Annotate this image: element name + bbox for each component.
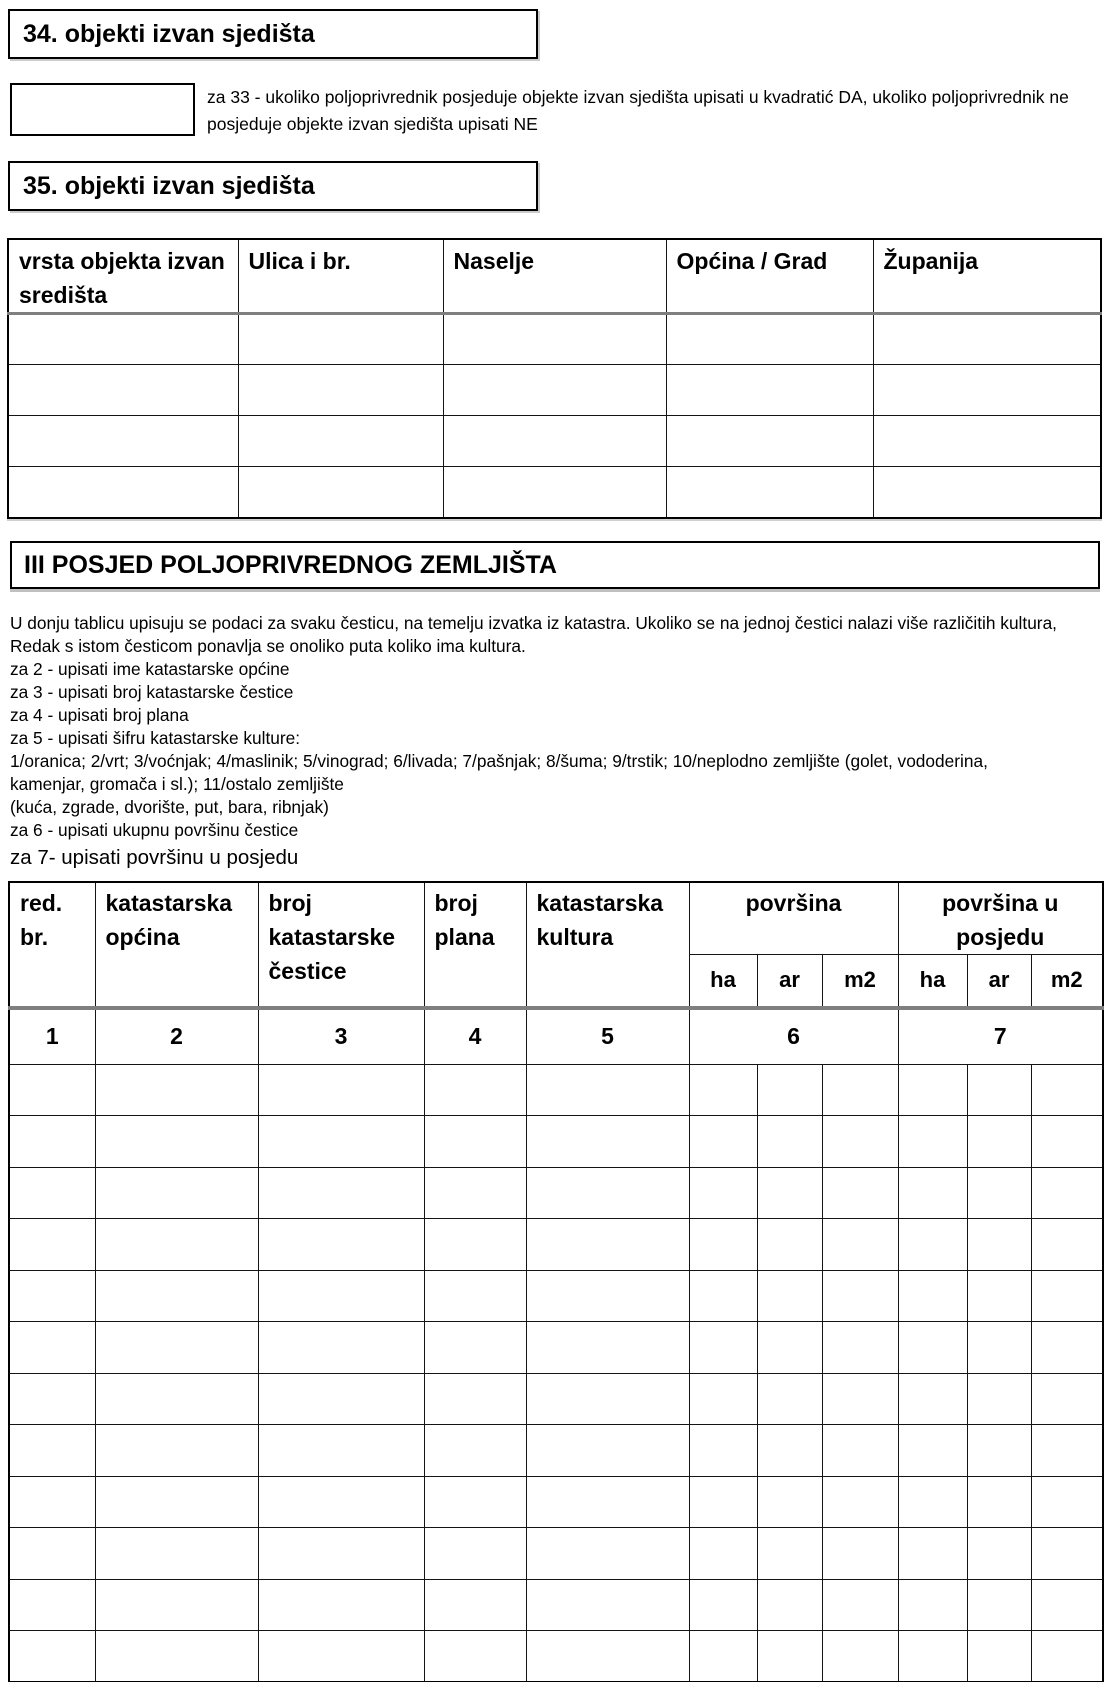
empty-cell bbox=[967, 1322, 1031, 1374]
parcels-header-broj-cestice: broj katastarske čestice bbox=[258, 882, 424, 1008]
empty-row bbox=[9, 1631, 1103, 1682]
empty-cell bbox=[822, 1425, 898, 1477]
empty-cell bbox=[967, 1631, 1031, 1682]
empty-cell bbox=[689, 1064, 757, 1116]
empty-row bbox=[9, 1373, 1103, 1425]
empty-cell bbox=[757, 1631, 822, 1682]
empty-cell bbox=[526, 1528, 689, 1580]
empty-cell bbox=[526, 1219, 689, 1271]
empty-cell bbox=[689, 1167, 757, 1219]
empty-cell bbox=[443, 467, 666, 518]
objects-header-ulica: Ulica i br. bbox=[238, 239, 443, 314]
empty-cell bbox=[95, 1528, 258, 1580]
empty-cell bbox=[9, 1219, 95, 1271]
empty-cell bbox=[757, 1528, 822, 1580]
empty-cell bbox=[9, 1579, 95, 1631]
empty-row bbox=[9, 1476, 1103, 1528]
empty-cell bbox=[898, 1373, 967, 1425]
empty-cell bbox=[258, 1631, 424, 1682]
empty-row bbox=[9, 1064, 1103, 1116]
instruction-line: za 4 - upisati broj plana bbox=[10, 705, 189, 725]
empty-cell bbox=[898, 1116, 967, 1168]
column-number-cell: 3 bbox=[258, 1008, 424, 1065]
empty-cell bbox=[822, 1219, 898, 1271]
empty-cell bbox=[967, 1270, 1031, 1322]
empty-cell bbox=[689, 1116, 757, 1168]
empty-cell bbox=[258, 1167, 424, 1219]
empty-cell bbox=[757, 1373, 822, 1425]
empty-cell bbox=[873, 467, 1101, 518]
instruction-line: U donju tablicu upisuju se podaci za svaku česticu, na temelju izvatka iz katastra. Ukoliko se na jednoj čestici nalazi više različitih kultura, bbox=[10, 613, 1057, 633]
empty-cell bbox=[666, 314, 873, 365]
empty-cell bbox=[822, 1116, 898, 1168]
empty-cell bbox=[898, 1476, 967, 1528]
empty-cell bbox=[238, 314, 443, 365]
empty-cell bbox=[689, 1425, 757, 1477]
empty-row bbox=[8, 365, 1101, 416]
unit-ha: ha bbox=[898, 955, 967, 1008]
empty-cell bbox=[424, 1425, 526, 1477]
empty-cell bbox=[822, 1476, 898, 1528]
empty-cell bbox=[238, 416, 443, 467]
empty-cell bbox=[443, 416, 666, 467]
empty-row bbox=[9, 1322, 1103, 1374]
empty-cell bbox=[526, 1322, 689, 1374]
empty-cell bbox=[424, 1270, 526, 1322]
section-34-title-box bbox=[8, 9, 538, 59]
unit-ar: ar bbox=[757, 955, 822, 1008]
empty-row bbox=[9, 1270, 1103, 1322]
empty-cell bbox=[822, 1579, 898, 1631]
empty-cell bbox=[757, 1219, 822, 1271]
empty-cell bbox=[967, 1167, 1031, 1219]
empty-cell bbox=[1031, 1476, 1103, 1528]
empty-cell bbox=[666, 365, 873, 416]
empty-cell bbox=[9, 1064, 95, 1116]
empty-cell bbox=[424, 1528, 526, 1580]
section-35-title-box bbox=[8, 161, 538, 211]
empty-cell bbox=[424, 1373, 526, 1425]
empty-cell bbox=[967, 1064, 1031, 1116]
empty-cell bbox=[967, 1579, 1031, 1631]
empty-cell bbox=[1031, 1322, 1103, 1374]
empty-cell bbox=[898, 1425, 967, 1477]
empty-cell bbox=[822, 1270, 898, 1322]
empty-cell bbox=[1031, 1167, 1103, 1219]
column-number-cell: 2 bbox=[95, 1008, 258, 1065]
empty-cell bbox=[526, 1116, 689, 1168]
objects-header-zupanija: Županija bbox=[873, 239, 1101, 314]
empty-cell bbox=[967, 1425, 1031, 1477]
parcels-header-broj-plana: broj plana bbox=[424, 882, 526, 1008]
empty-cell bbox=[689, 1322, 757, 1374]
empty-cell bbox=[526, 1476, 689, 1528]
unit-m2: m2 bbox=[822, 955, 898, 1008]
note-33 bbox=[207, 84, 1069, 138]
empty-cell bbox=[873, 365, 1101, 416]
empty-cell bbox=[9, 1476, 95, 1528]
empty-cell bbox=[666, 467, 873, 518]
empty-cell bbox=[258, 1270, 424, 1322]
empty-cell bbox=[9, 1528, 95, 1580]
empty-cell bbox=[238, 467, 443, 518]
empty-cell bbox=[898, 1528, 967, 1580]
section-iii-title-box bbox=[10, 541, 1100, 589]
empty-row bbox=[9, 1167, 1103, 1219]
objects-header-opcina: Općina / Grad bbox=[666, 239, 873, 314]
empty-cell bbox=[95, 1631, 258, 1682]
empty-cell bbox=[258, 1425, 424, 1477]
empty-cell bbox=[424, 1219, 526, 1271]
empty-cell bbox=[258, 1064, 424, 1116]
empty-row bbox=[9, 1116, 1103, 1168]
empty-cell bbox=[822, 1528, 898, 1580]
note-33-line-2: posjeduje objekte izvan sjedišta upisati NE bbox=[207, 114, 538, 134]
instruction-line: (kuća, zgrade, dvorište, put, bara, ribnjak) bbox=[10, 797, 329, 817]
instruction-line-za7: za 7- upisati površinu u posjedu bbox=[10, 846, 299, 869]
empty-cell bbox=[9, 1373, 95, 1425]
instruction-line: kamenjar, gromača i sl.); 11/ostalo zemljište bbox=[10, 774, 344, 794]
empty-cell bbox=[822, 1167, 898, 1219]
empty-cell bbox=[898, 1167, 967, 1219]
empty-cell bbox=[689, 1373, 757, 1425]
objects-table-header-row bbox=[8, 239, 1101, 314]
parcels-table-column-numbers-row bbox=[9, 1008, 1103, 1065]
empty-cell bbox=[757, 1476, 822, 1528]
instruction-line: za 2 - upisati ime katastarske općine bbox=[10, 659, 290, 679]
instruction-line: 1/oranica; 2/vrt; 3/voćnjak; 4/maslinik; 5/vinograd; 6/livada; 7/pašnjak; 8/šuma; 9/trstik; 10/neplodno zemljište (golet, vododerina, bbox=[10, 751, 988, 771]
empty-cell bbox=[898, 1579, 967, 1631]
empty-row bbox=[8, 314, 1101, 365]
empty-row bbox=[8, 467, 1101, 518]
empty-cell bbox=[967, 1528, 1031, 1580]
empty-cell bbox=[1031, 1579, 1103, 1631]
empty-cell bbox=[526, 1631, 689, 1682]
empty-cell bbox=[1031, 1425, 1103, 1477]
answer-box-33 bbox=[10, 83, 195, 136]
empty-cell bbox=[424, 1167, 526, 1219]
empty-cell bbox=[689, 1579, 757, 1631]
empty-cell bbox=[258, 1579, 424, 1631]
section-35-title: 35. objekti izvan sjedišta bbox=[23, 171, 315, 200]
empty-row bbox=[9, 1425, 1103, 1477]
objects-header-vrsta: vrsta objekta izvan središta bbox=[8, 239, 238, 314]
empty-cell bbox=[822, 1064, 898, 1116]
empty-cell bbox=[95, 1167, 258, 1219]
column-number-cell: 7 bbox=[898, 1008, 1103, 1065]
empty-cell bbox=[526, 1064, 689, 1116]
empty-cell bbox=[95, 1425, 258, 1477]
empty-cell bbox=[757, 1167, 822, 1219]
parcels-header-povrsina-u-posjedu: površina u posjedu bbox=[898, 882, 1103, 955]
empty-cell bbox=[1031, 1373, 1103, 1425]
instruction-line: za 3 - upisati broj katastarske čestice bbox=[10, 682, 294, 702]
parcels-header-katastarska-kultura: katastarska kultura bbox=[526, 882, 689, 1008]
objects-header-naselje: Naselje bbox=[443, 239, 666, 314]
empty-row bbox=[9, 1219, 1103, 1271]
empty-cell bbox=[1031, 1528, 1103, 1580]
empty-cell bbox=[1031, 1064, 1103, 1116]
empty-row bbox=[9, 1579, 1103, 1631]
empty-cell bbox=[898, 1322, 967, 1374]
unit-ar: ar bbox=[967, 955, 1031, 1008]
empty-cell bbox=[689, 1270, 757, 1322]
instruction-line: Redak s istom česticom ponavlja se onoliko puta koliko ima kultura. bbox=[10, 636, 526, 656]
empty-cell bbox=[8, 467, 238, 518]
empty-cell bbox=[9, 1425, 95, 1477]
empty-cell bbox=[666, 416, 873, 467]
empty-cell bbox=[822, 1373, 898, 1425]
empty-cell bbox=[873, 314, 1101, 365]
empty-cell bbox=[238, 365, 443, 416]
parcels-header-povrsina: površina bbox=[689, 882, 898, 955]
column-number-cell: 6 bbox=[689, 1008, 898, 1065]
empty-cell bbox=[9, 1631, 95, 1682]
empty-cell bbox=[424, 1116, 526, 1168]
empty-cell bbox=[757, 1270, 822, 1322]
instructions bbox=[10, 612, 1057, 873]
empty-cell bbox=[95, 1116, 258, 1168]
empty-cell bbox=[443, 314, 666, 365]
empty-cell bbox=[424, 1631, 526, 1682]
parcels-table bbox=[8, 881, 1104, 1682]
empty-cell bbox=[258, 1373, 424, 1425]
empty-cell bbox=[258, 1476, 424, 1528]
column-number-cell: 4 bbox=[424, 1008, 526, 1065]
empty-cell bbox=[258, 1528, 424, 1580]
empty-cell bbox=[424, 1579, 526, 1631]
column-number-cell: 5 bbox=[526, 1008, 689, 1065]
empty-cell bbox=[9, 1322, 95, 1374]
empty-cell bbox=[258, 1322, 424, 1374]
empty-cell bbox=[258, 1219, 424, 1271]
empty-cell bbox=[95, 1270, 258, 1322]
objects-table bbox=[7, 238, 1102, 519]
empty-cell bbox=[822, 1322, 898, 1374]
column-number-cell: 1 bbox=[9, 1008, 95, 1065]
empty-cell bbox=[757, 1579, 822, 1631]
section-34-title: 34. objekti izvan sjedišta bbox=[23, 19, 315, 48]
empty-row bbox=[9, 1528, 1103, 1580]
empty-cell bbox=[689, 1219, 757, 1271]
parcels-header-red-br: red. br. bbox=[9, 882, 95, 1008]
empty-cell bbox=[757, 1064, 822, 1116]
empty-cell bbox=[526, 1425, 689, 1477]
instruction-line: za 6 - upisati ukupnu površinu čestice bbox=[10, 820, 299, 840]
empty-cell bbox=[822, 1631, 898, 1682]
unit-m2: m2 bbox=[1031, 955, 1103, 1008]
empty-cell bbox=[443, 365, 666, 416]
unit-ha: ha bbox=[689, 955, 757, 1008]
section-iii-title: III POSJED POLJOPRIVREDNOG ZEMLJIŠTA bbox=[24, 550, 557, 579]
empty-cell bbox=[9, 1167, 95, 1219]
empty-cell bbox=[8, 416, 238, 467]
empty-cell bbox=[757, 1425, 822, 1477]
empty-cell bbox=[258, 1116, 424, 1168]
empty-cell bbox=[9, 1116, 95, 1168]
empty-cell bbox=[898, 1064, 967, 1116]
empty-cell bbox=[95, 1219, 258, 1271]
empty-cell bbox=[95, 1476, 258, 1528]
empty-cell bbox=[967, 1476, 1031, 1528]
empty-cell bbox=[424, 1064, 526, 1116]
empty-cell bbox=[898, 1270, 967, 1322]
empty-cell bbox=[1031, 1116, 1103, 1168]
empty-cell bbox=[424, 1476, 526, 1528]
empty-cell bbox=[689, 1631, 757, 1682]
empty-row bbox=[8, 416, 1101, 467]
empty-cell bbox=[8, 365, 238, 416]
empty-cell bbox=[526, 1167, 689, 1219]
empty-cell bbox=[95, 1322, 258, 1374]
instruction-line: za 5 - upisati šifru katastarske kulture: bbox=[10, 728, 301, 748]
empty-cell bbox=[873, 416, 1101, 467]
empty-cell bbox=[967, 1219, 1031, 1271]
parcels-table-header-row bbox=[9, 882, 1103, 955]
empty-cell bbox=[95, 1373, 258, 1425]
empty-cell bbox=[1031, 1631, 1103, 1682]
parcels-header-katastarska-opcina: katastarska općina bbox=[95, 882, 258, 1008]
empty-cell bbox=[757, 1116, 822, 1168]
empty-cell bbox=[689, 1476, 757, 1528]
empty-cell bbox=[95, 1064, 258, 1116]
empty-cell bbox=[424, 1322, 526, 1374]
empty-cell bbox=[757, 1322, 822, 1374]
empty-cell bbox=[9, 1270, 95, 1322]
note-33-line-1: za 33 - ukoliko poljoprivrednik posjeduje objekte izvan sjedišta upisati u kvadratić DA, ukoliko poljoprivrednik ne bbox=[207, 87, 1069, 107]
empty-cell bbox=[898, 1631, 967, 1682]
empty-cell bbox=[526, 1579, 689, 1631]
empty-cell bbox=[898, 1219, 967, 1271]
empty-cell bbox=[689, 1528, 757, 1580]
empty-cell bbox=[526, 1373, 689, 1425]
empty-cell bbox=[95, 1579, 258, 1631]
empty-cell bbox=[1031, 1219, 1103, 1271]
empty-cell bbox=[1031, 1270, 1103, 1322]
empty-cell bbox=[8, 314, 238, 365]
empty-cell bbox=[967, 1116, 1031, 1168]
empty-cell bbox=[526, 1270, 689, 1322]
empty-cell bbox=[967, 1373, 1031, 1425]
